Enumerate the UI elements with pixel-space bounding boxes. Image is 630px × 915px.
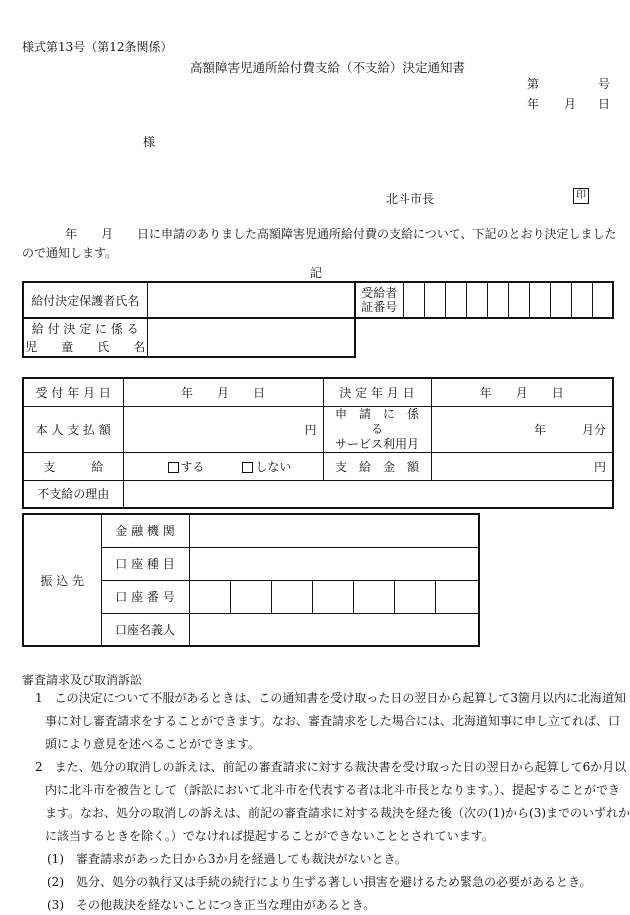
- date-year-label: 年: [527, 97, 540, 111]
- checkbox-icon[interactable]: [168, 462, 179, 473]
- decision-date-field[interactable]: 年 月 日: [431, 378, 613, 406]
- payment-no-option[interactable]: しない: [242, 460, 291, 474]
- appeal-p1-line2: 事に対し審査請求をすることができます。なお、審査請求をした場合には、北海道知事に申し立てれば、口: [45, 714, 621, 728]
- account-digit-cell[interactable]: [312, 580, 353, 613]
- recipient-cert-label: 受給者 証番号: [355, 282, 403, 318]
- cert-digit-cell[interactable]: [529, 282, 550, 318]
- guardian-name-label: 給付決定保護者氏名: [23, 282, 147, 318]
- cert-digit-cell[interactable]: [592, 282, 613, 318]
- cert-digit-cell[interactable]: [466, 282, 487, 318]
- appeal-item-2: (2) 処分、処分の執行又は手続の続行により生ずる著しい損害を避けるため緊急の必要があるとき。: [47, 875, 592, 889]
- appeal-item-3: (3) その他裁決を経ないことにつき正当な理由があるとき。: [47, 898, 376, 912]
- appeal-p2-line4: に該当するときを除く。）でなければ提起することができないこととされています。: [45, 829, 494, 843]
- transfer-destination-label: 振 込 先: [23, 514, 101, 646]
- child-name-field[interactable]: [147, 318, 355, 357]
- account-digit-cell[interactable]: [189, 580, 230, 613]
- payment-amount-label: 支 給 金 額: [323, 452, 431, 480]
- cert-digit-cell[interactable]: [550, 282, 571, 318]
- payment-label: 支 給: [23, 452, 123, 480]
- document-title: 高額障害児通所給付費支給（不支給）決定通知書: [190, 60, 466, 75]
- form-number: 様式第13号（第12条関係）: [22, 40, 173, 54]
- ki-heading: 記: [310, 266, 323, 280]
- guardian-table: [22, 281, 614, 358]
- payment-amount-field[interactable]: 円: [431, 452, 613, 480]
- appeal-p1-line1: 1 この決定について不服があるときは、この通知書を受け取った日の翌日から起算して3箇月以内に北海道知: [35, 691, 627, 705]
- account-holder-field[interactable]: [189, 613, 479, 646]
- number-label-suffix: 号: [598, 77, 611, 91]
- appeal-p2-line2: 内に北斗市を被告として（訴訟において北斗市を代表する者は北斗市長となります。）、提起することができ: [45, 783, 621, 797]
- child-name-label: 給 付 決 定 に 係 る 児 童 氏 名: [23, 318, 147, 357]
- appeal-p1-line3: 頭により意見を述べることができます。: [45, 737, 261, 751]
- guardian-name-field[interactable]: [147, 282, 355, 318]
- appeal-heading: 審査請求及び取消訴訟: [22, 673, 143, 687]
- account-holder-label: 口座名義人: [101, 613, 189, 646]
- non-payment-reason-label: 不支給の理由: [23, 480, 123, 508]
- received-date-label: 受 付 年 月 日: [23, 378, 123, 406]
- account-number-label: 口 座 番 号: [101, 580, 189, 613]
- service-month-label: 申 請 に 係 る サービス利用月: [323, 406, 431, 452]
- payment-yes-option[interactable]: する: [168, 460, 205, 474]
- account-digit-cell[interactable]: [353, 580, 394, 613]
- intro-line-2: ので通知します。: [22, 246, 118, 260]
- cert-digit-cell[interactable]: [508, 282, 529, 318]
- cert-digit-cell[interactable]: [424, 282, 445, 318]
- date-month-label: 月: [564, 97, 577, 111]
- self-payment-label: 本 人 支 払 額: [23, 406, 123, 452]
- service-month-field[interactable]: 年 月分: [431, 406, 613, 452]
- cert-digit-cell[interactable]: [445, 282, 466, 318]
- issuer-name: 北斗市長: [386, 192, 435, 206]
- checkbox-icon[interactable]: [242, 462, 253, 473]
- non-payment-reason-field[interactable]: [123, 480, 613, 508]
- self-payment-field[interactable]: 円: [123, 406, 323, 452]
- received-date-field[interactable]: 年 月 日: [123, 378, 323, 406]
- appeal-p2-line3: ます。なお、処分の取消しの訴えは、前記の審査請求に対する裁決を経た後（次の(1)から(3)までのいずれか: [45, 806, 630, 820]
- bank-label: 金 融 機 関: [101, 514, 189, 547]
- account-type-field[interactable]: [189, 547, 479, 580]
- account-digit-cell[interactable]: [435, 580, 479, 613]
- account-type-label: 口 座 種 目: [101, 547, 189, 580]
- account-digit-cell[interactable]: [394, 580, 435, 613]
- payment-options: [123, 452, 323, 480]
- decision-date-label: 決 定 年 月 日: [323, 378, 431, 406]
- account-digit-cell[interactable]: [271, 580, 312, 613]
- transfer-table: [22, 513, 480, 647]
- cert-digit-cell[interactable]: [487, 282, 508, 318]
- number-label-prefix: 第: [527, 77, 540, 91]
- seal-mark: 印: [573, 188, 589, 204]
- appeal-item-1: (1) 審査請求があった日から3か月を経過しても裁決がないとき。: [47, 852, 408, 866]
- appeal-p2-line1: 2 また、処分の取消しの訴えは、前記の審査請求に対する裁決書を受け取った日の翌日から起算して6か月以: [35, 760, 627, 774]
- date-day-label: 日: [598, 97, 611, 111]
- account-digit-cell[interactable]: [230, 580, 271, 613]
- bank-field[interactable]: [189, 514, 479, 547]
- decision-table: [22, 377, 614, 509]
- addressee-suffix: 様: [143, 135, 156, 149]
- intro-line-1: 年 月 日に申請のありました高額障害児通所給付費の支給について、下記のとおり決定しました: [65, 227, 617, 241]
- cert-digit-cell[interactable]: [571, 282, 592, 318]
- cert-digit-cell[interactable]: [403, 282, 424, 318]
